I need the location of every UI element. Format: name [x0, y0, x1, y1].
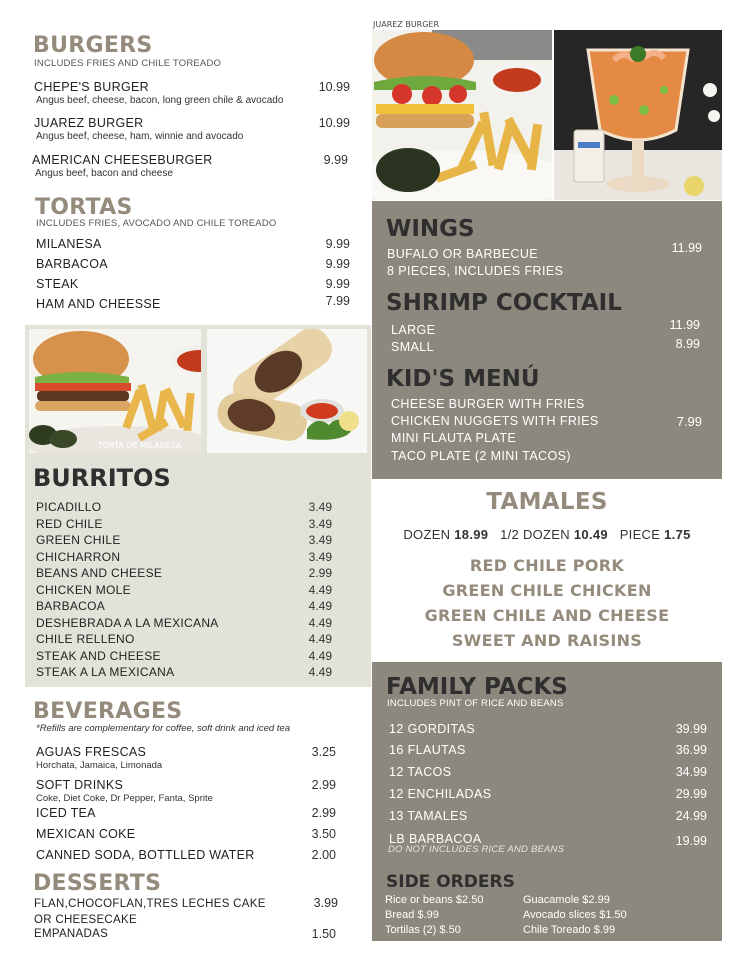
tamales-dozen-label: DOZEN	[403, 527, 451, 542]
item-price: 3.99	[313, 896, 338, 910]
item-price: 2.99	[311, 806, 336, 820]
family-pack-item: 12 ENCHILADAS	[389, 787, 492, 801]
torta-photo-caption: TORTA DE MILANESA	[98, 441, 182, 450]
side-item: Chile Toreado $.99	[523, 924, 616, 936]
burger-plate-illustration	[29, 329, 201, 453]
family-subtitle: INCLUDES PINT OF RICE AND BEANS	[387, 698, 564, 709]
shrimp-cocktail-illustration	[554, 30, 722, 200]
burrito-item: CHICHARRON	[36, 549, 121, 564]
kids-item: CHEESE BURGER WITH FRIES	[391, 397, 585, 411]
item-price: 9.99	[323, 153, 348, 167]
family-pack-item: 12 GORDITAS	[389, 722, 476, 736]
burgers-title: BURGERS	[33, 33, 153, 58]
burrito-price: 3.49	[308, 500, 332, 514]
family-pack-item: 12 TACOS	[389, 765, 452, 779]
burrito-price: 2.99	[308, 566, 332, 580]
family-pack-price: 36.99	[675, 743, 707, 757]
burrito-item: STEAK AND CHEESE	[36, 648, 161, 663]
tamales-dozen-price: 18.99	[454, 527, 489, 542]
menu-item	[36, 745, 162, 771]
juarez-photo-caption: JUAREZ BURGER	[373, 20, 440, 29]
menu-item: MEXICAN COKE	[36, 827, 136, 841]
item-price: 9.99	[325, 237, 350, 251]
menu-item	[34, 116, 243, 142]
item-name: CHEPE'S BURGER	[34, 80, 149, 94]
tamales-piece-price: 1.75	[664, 527, 691, 542]
tamales-half-price: 10.49	[573, 527, 608, 542]
burrito-item: GREEN CHILE	[36, 533, 121, 547]
shrimp-small-price: 8.99	[675, 337, 700, 351]
burgers-subtitle: INCLUDES FRIES AND CHILE TOREADO	[34, 58, 222, 69]
item-price: 10.99	[318, 116, 350, 130]
burrito-price: 4.49	[308, 582, 332, 597]
burrito-item: BARBACOA	[36, 599, 106, 613]
burrito-item: CHICKEN MOLE	[36, 582, 131, 597]
kids-item: TACO PLATE (2 MINI TACOS)	[391, 449, 571, 463]
torta-photo	[207, 329, 367, 453]
menu-item: STEAK	[36, 277, 79, 291]
tamales-flavor: GREEN CHILE AND CHEESE	[424, 606, 670, 625]
burrito-price: 3.49	[308, 516, 332, 531]
item-price: 3.25	[311, 745, 336, 759]
burrito-price: 4.49	[308, 615, 332, 630]
family-pack-price: 19.99	[675, 834, 707, 848]
family-pack-price: 24.99	[675, 809, 707, 823]
item-price: 10.99	[318, 80, 350, 94]
side-item: Guacamole $2.99	[523, 894, 610, 906]
item-name: AGUAS FRESCAS	[36, 745, 147, 759]
side-item: Tortilas (2) $.50	[385, 924, 461, 936]
family-pack-price: 29.99	[675, 787, 707, 801]
item-description: Angus beef, bacon and cheese	[35, 168, 173, 179]
shrimp-cocktail-photo	[554, 30, 722, 200]
item-name: AMERICAN CHEESEBURGER	[32, 153, 213, 167]
item-price: 2.00	[311, 848, 336, 862]
burrito-price: 4.49	[308, 648, 332, 663]
family-pack-item: LB BARBACOA	[389, 832, 482, 846]
menu-item: FLAN,CHOCOFLAN,TRES LECHES CAKE OR CHEESECAKE	[34, 898, 266, 926]
item-price: 7.99	[325, 294, 350, 308]
juarez-burger-illustration	[372, 30, 552, 200]
item-description: Horchata, Jamaica, Limonada	[36, 760, 163, 771]
burger-photo	[29, 329, 201, 453]
tamales-title: TAMALES	[486, 489, 608, 515]
tamales-flavor: SWEET AND RAISINS	[451, 631, 643, 650]
family-pack-price: 39.99	[675, 722, 707, 736]
tamales-piece-label: PIECE	[619, 527, 661, 542]
wings-title: WINGS	[386, 216, 475, 242]
menu-item	[36, 778, 213, 804]
burrito-item: RED CHILE	[36, 516, 103, 531]
tamales-prices	[372, 527, 722, 542]
item-description: Angus beef, cheese, bacon, long green chile & avocado	[36, 95, 284, 106]
kids-title: KID'S MENÚ	[386, 366, 540, 392]
tortas-title: TORTAS	[35, 195, 133, 220]
side-item: Avocado slices $1.50	[523, 909, 627, 921]
beverages-title: BEVERAGES	[33, 699, 183, 724]
tamales-half-label: 1/2 DOZEN	[500, 527, 570, 542]
side-item: Bread $.99	[385, 909, 439, 921]
menu-item: CANNED SODA, BOTTLLED WATER	[36, 848, 255, 862]
burrito-item: CHILE RELLENO	[36, 632, 135, 646]
burrito-price: 4.49	[308, 665, 332, 679]
menu-item	[34, 80, 283, 106]
menu-item: BARBACOA	[36, 257, 108, 271]
shrimp-large: LARGE	[391, 323, 436, 337]
item-description: Coke, Diet Coke, Dr Pepper, Fanta, Sprite	[36, 793, 213, 804]
tamales-flavor: GREEN CHILE CHICKEN	[442, 581, 652, 600]
menu-item	[32, 153, 213, 179]
wings-line-2: 8 PIECES, INCLUDES FRIES	[387, 264, 564, 278]
family-pack-item: 16 FLAUTAS	[389, 743, 466, 757]
menu-item: HAM AND CHEESSE	[36, 297, 161, 311]
burrito-item: BEANS AND CHEESE	[36, 566, 163, 580]
menu-item: MILANESA	[36, 237, 102, 251]
beverages-refill-note: *Refills are complementary for coffee, soft drink and iced tea	[36, 723, 290, 734]
desserts-title: DESSERTS	[33, 871, 162, 896]
shrimp-small: SMALL	[391, 340, 434, 354]
shrimp-large-price: 11.99	[669, 318, 700, 332]
side-item: Rice or beans $2.50	[385, 894, 484, 906]
burrito-plate-illustration	[207, 329, 367, 453]
burrito-price: 4.49	[308, 632, 332, 646]
item-price: 3.50	[311, 827, 336, 841]
kids-item: MINI FLAUTA PLATE	[391, 431, 517, 445]
tamales-flavor: RED CHILE PORK	[469, 556, 625, 575]
menu-item: ICED TEA	[36, 806, 96, 820]
wings-price: 11.99	[671, 241, 702, 255]
family-title: FAMILY PACKS	[386, 674, 568, 700]
burrito-item: STEAK A LA MEXICANA	[36, 665, 175, 679]
item-price: 1.50	[311, 927, 336, 941]
wings-line-1: BUFALO OR BARBECUE	[387, 247, 538, 261]
family-barbacoa-note: DO NOT INCLUDES RICE AND BEANS	[388, 844, 565, 855]
item-price: 2.99	[311, 778, 336, 792]
burrito-price: 3.49	[308, 533, 332, 547]
kids-price: 7.99	[676, 414, 702, 429]
burrito-price: 4.49	[308, 599, 332, 613]
family-pack-item: 13 TAMALES	[389, 809, 468, 823]
burrito-price: 3.49	[308, 549, 332, 564]
item-name: SOFT DRINKS	[36, 778, 124, 792]
burritos-title: BURRITOS	[33, 464, 171, 492]
tortas-subtitle: INCLUDES FRIES, AVOCADO AND CHILE TOREADO	[36, 218, 277, 229]
burrito-item: PICADILLO	[36, 500, 102, 514]
item-description: Angus beef, cheese, ham, winnie and avocado	[36, 131, 244, 142]
menu-item: EMPANADAS	[34, 928, 109, 940]
juarez-burger-photo	[372, 30, 552, 200]
sides-title: SIDE ORDERS	[386, 872, 515, 892]
burrito-item: DESHEBRADA A LA MEXICANA	[36, 615, 219, 630]
kids-item: CHICKEN NUGGETS WITH FRIES	[391, 414, 599, 428]
item-price: 9.99	[325, 277, 350, 291]
shrimp-title: SHRIMP COCKTAIL	[386, 290, 622, 316]
family-pack-price: 34.99	[675, 765, 707, 779]
item-price: 9.99	[325, 257, 350, 271]
item-name: JUAREZ BURGER	[34, 116, 144, 130]
